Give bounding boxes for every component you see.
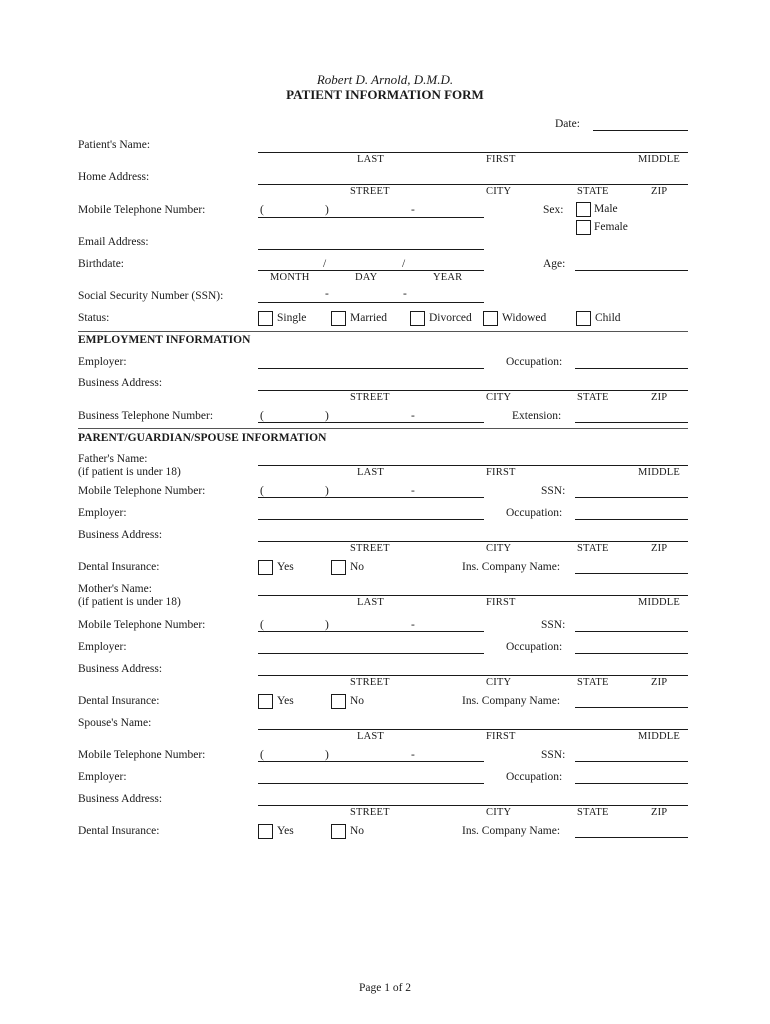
female-checkbox[interactable]	[576, 220, 591, 235]
sublabel-zip: ZIP	[651, 543, 668, 554]
business-phone-field[interactable]	[258, 422, 484, 423]
spouse-mobile-field[interactable]	[258, 761, 484, 762]
phone-dash: -	[411, 204, 415, 216]
status-child-checkbox[interactable]	[576, 311, 591, 326]
sublabel-state: STATE	[577, 392, 609, 403]
mobile-label: Mobile Telephone Number:	[78, 204, 206, 216]
sublabel-year: YEAR	[433, 272, 463, 283]
guardian-heading: PARENT/GUARDIAN/SPOUSE INFORMATION	[78, 432, 327, 444]
father-mobile-label: Mobile Telephone Number:	[78, 485, 206, 497]
spouse-insurance-yes-label: Yes	[277, 825, 294, 837]
father-ssn-label: SSN:	[541, 485, 566, 497]
sublabel-zip: ZIP	[651, 392, 668, 403]
business-address-label: Business Address:	[78, 377, 163, 389]
spouse-occupation-label: Occupation:	[506, 771, 563, 783]
paren-open: (	[260, 410, 264, 422]
sublabel-middle: MIDDLE	[638, 597, 681, 608]
sex-label: Sex:	[543, 204, 564, 216]
sublabel-street: STREET	[350, 392, 390, 403]
mother-occupation-field[interactable]	[575, 653, 688, 654]
status-divorced-label: Divorced	[429, 312, 472, 324]
home-address-label: Home Address:	[78, 171, 150, 183]
sublabel-last: LAST	[357, 731, 385, 742]
sublabel-zip: ZIP	[651, 677, 668, 688]
sublabel-city: CITY	[486, 392, 512, 403]
father-occupation-label: Occupation:	[506, 507, 563, 519]
business-address-field[interactable]	[258, 390, 688, 391]
mother-company-field[interactable]	[575, 707, 688, 708]
spouse-insurance-no-checkbox[interactable]	[331, 824, 346, 839]
paren-open: (	[260, 485, 264, 497]
paren-open: (	[260, 204, 264, 216]
extension-label: Extension:	[512, 410, 562, 422]
father-insurance-no-checkbox[interactable]	[331, 560, 346, 575]
mother-insurance-yes-checkbox[interactable]	[258, 694, 273, 709]
spouse-company-field[interactable]	[575, 837, 688, 838]
male-checkbox[interactable]	[576, 202, 591, 217]
status-married-label: Married	[350, 312, 388, 324]
spouse-employer-field[interactable]	[258, 783, 484, 784]
mother-insurance-no-checkbox[interactable]	[331, 694, 346, 709]
birthdate-field[interactable]	[258, 270, 484, 271]
email-label: Email Address:	[78, 236, 149, 248]
mother-mobile-field[interactable]	[258, 631, 484, 632]
employer-field[interactable]	[258, 368, 484, 369]
email-field[interactable]	[258, 249, 484, 250]
section-divider	[78, 331, 688, 332]
practice-name: Robert D. Arnold, D.M.D.	[316, 72, 454, 87]
ssn-label: Social Security Number (SSN):	[78, 290, 224, 302]
sublabel-middle: MIDDLE	[638, 731, 681, 742]
sublabel-last: LAST	[357, 154, 385, 165]
father-company-label: Ins. Company Name:	[462, 561, 561, 573]
father-company-field[interactable]	[575, 573, 688, 574]
sublabel-state: STATE	[577, 186, 609, 197]
form-title: PATIENT INFORMATION FORM	[286, 87, 484, 102]
status-single-checkbox[interactable]	[258, 311, 273, 326]
paren-close: )	[325, 204, 329, 216]
paren-open: (	[260, 619, 264, 631]
employment-heading: EMPLOYMENT INFORMATION	[78, 334, 251, 346]
age-label: Age:	[543, 258, 566, 270]
father-employer-field[interactable]	[258, 519, 484, 520]
mother-mobile-label: Mobile Telephone Number:	[78, 619, 206, 631]
sublabel-state: STATE	[577, 807, 609, 818]
mother-ssn-label: SSN:	[541, 619, 566, 631]
employer-label: Employer:	[78, 356, 127, 368]
paren-close: )	[325, 485, 329, 497]
spouse-occupation-field[interactable]	[575, 783, 688, 784]
paren-close: )	[325, 410, 329, 422]
mother-company-label: Ins. Company Name:	[462, 695, 561, 707]
ssn-dash-2: -	[403, 288, 407, 300]
sublabel-first: FIRST	[486, 154, 516, 165]
ssn-field[interactable]	[258, 302, 484, 303]
father-note: (if patient is under 18)	[78, 466, 181, 478]
sublabel-month: MONTH	[270, 272, 310, 283]
business-phone-label: Business Telephone Number:	[78, 410, 214, 422]
sublabel-city: CITY	[486, 807, 512, 818]
birthdate-label: Birthdate:	[78, 258, 124, 270]
father-employer-label: Employer:	[78, 507, 127, 519]
patient-name-field[interactable]	[258, 152, 688, 153]
status-married-checkbox[interactable]	[331, 311, 346, 326]
father-business-address-label: Business Address:	[78, 529, 163, 541]
mother-employer-label: Employer:	[78, 641, 127, 653]
page-number: Page 1 of 2	[358, 982, 412, 994]
father-mobile-field[interactable]	[258, 497, 484, 498]
father-name-label: Father's Name:	[78, 453, 148, 465]
sublabel-zip: ZIP	[651, 186, 668, 197]
spouse-company-label: Ins. Company Name:	[462, 825, 561, 837]
sublabel-city: CITY	[486, 677, 512, 688]
paren-close: )	[325, 619, 329, 631]
birthdate-slash-2: /	[402, 258, 406, 270]
sublabel-last: LAST	[357, 467, 385, 478]
spouse-business-address-label: Business Address:	[78, 793, 163, 805]
home-address-field[interactable]	[258, 184, 688, 185]
sublabel-middle: MIDDLE	[638, 154, 681, 165]
mother-insurance-label: Dental Insurance:	[78, 695, 160, 707]
date-field[interactable]	[593, 130, 688, 131]
spouse-business-address-field[interactable]	[258, 805, 688, 806]
spouse-name-field[interactable]	[258, 729, 688, 730]
occupation-field[interactable]	[575, 368, 688, 369]
father-occupation-field[interactable]	[575, 519, 688, 520]
extension-field[interactable]	[575, 422, 688, 423]
phone-dash: -	[411, 485, 415, 497]
section-divider	[78, 428, 688, 429]
sublabel-first: FIRST	[486, 731, 516, 742]
occupation-label: Occupation:	[506, 356, 563, 368]
father-insurance-yes-checkbox[interactable]	[258, 560, 273, 575]
mother-name-field[interactable]	[258, 595, 688, 596]
mother-note: (if patient is under 18)	[78, 596, 181, 608]
paren-close: )	[325, 749, 329, 761]
father-business-address-field[interactable]	[258, 541, 688, 542]
status-widowed-checkbox[interactable]	[483, 311, 498, 326]
mother-business-address-field[interactable]	[258, 675, 688, 676]
mother-occupation-label: Occupation:	[506, 641, 563, 653]
sublabel-city: CITY	[486, 186, 512, 197]
status-widowed-label: Widowed	[502, 312, 547, 324]
father-insurance-yes-label: Yes	[277, 561, 294, 573]
spouse-ssn-field[interactable]	[575, 761, 688, 762]
father-ssn-field[interactable]	[575, 497, 688, 498]
sublabel-city: CITY	[486, 543, 512, 554]
mother-insurance-no-label: No	[350, 695, 365, 707]
sublabel-last: LAST	[357, 597, 385, 608]
mobile-field[interactable]	[258, 217, 484, 218]
ssn-dash-1: -	[325, 288, 329, 300]
sublabel-day: DAY	[355, 272, 378, 283]
status-label: Status:	[78, 312, 110, 324]
sublabel-middle: MIDDLE	[638, 467, 681, 478]
spouse-employer-label: Employer:	[78, 771, 127, 783]
sublabel-street: STREET	[350, 677, 390, 688]
sublabel-first: FIRST	[486, 597, 516, 608]
mother-employer-field[interactable]	[258, 653, 484, 654]
phone-dash: -	[411, 619, 415, 631]
sublabel-street: STREET	[350, 186, 390, 197]
mother-ssn-field[interactable]	[575, 631, 688, 632]
patient-name-label: Patient's Name:	[78, 139, 151, 151]
sublabel-street: STREET	[350, 543, 390, 554]
spouse-insurance-label: Dental Insurance:	[78, 825, 160, 837]
status-single-label: Single	[277, 312, 307, 324]
phone-dash: -	[411, 749, 415, 761]
spouse-mobile-label: Mobile Telephone Number:	[78, 749, 206, 761]
sublabel-state: STATE	[577, 543, 609, 554]
sublabel-state: STATE	[577, 677, 609, 688]
spouse-insurance-yes-checkbox[interactable]	[258, 824, 273, 839]
mother-business-address-label: Business Address:	[78, 663, 163, 675]
sublabel-first: FIRST	[486, 467, 516, 478]
sublabel-zip: ZIP	[651, 807, 668, 818]
birthdate-slash-1: /	[323, 258, 327, 270]
status-child-label: Child	[595, 312, 621, 324]
date-label: Date:	[555, 118, 580, 130]
phone-dash: -	[411, 410, 415, 422]
mother-name-label: Mother's Name:	[78, 583, 152, 595]
sublabel-street: STREET	[350, 807, 390, 818]
spouse-insurance-no-label: No	[350, 825, 365, 837]
father-insurance-label: Dental Insurance:	[78, 561, 160, 573]
status-divorced-checkbox[interactable]	[410, 311, 425, 326]
spouse-ssn-label: SSN:	[541, 749, 566, 761]
paren-open: (	[260, 749, 264, 761]
age-field[interactable]	[575, 270, 688, 271]
female-label: Female	[594, 221, 628, 233]
male-label: Male	[594, 203, 618, 215]
father-name-field[interactable]	[258, 465, 688, 466]
spouse-name-label: Spouse's Name:	[78, 717, 152, 729]
mother-insurance-yes-label: Yes	[277, 695, 294, 707]
father-insurance-no-label: No	[350, 561, 365, 573]
